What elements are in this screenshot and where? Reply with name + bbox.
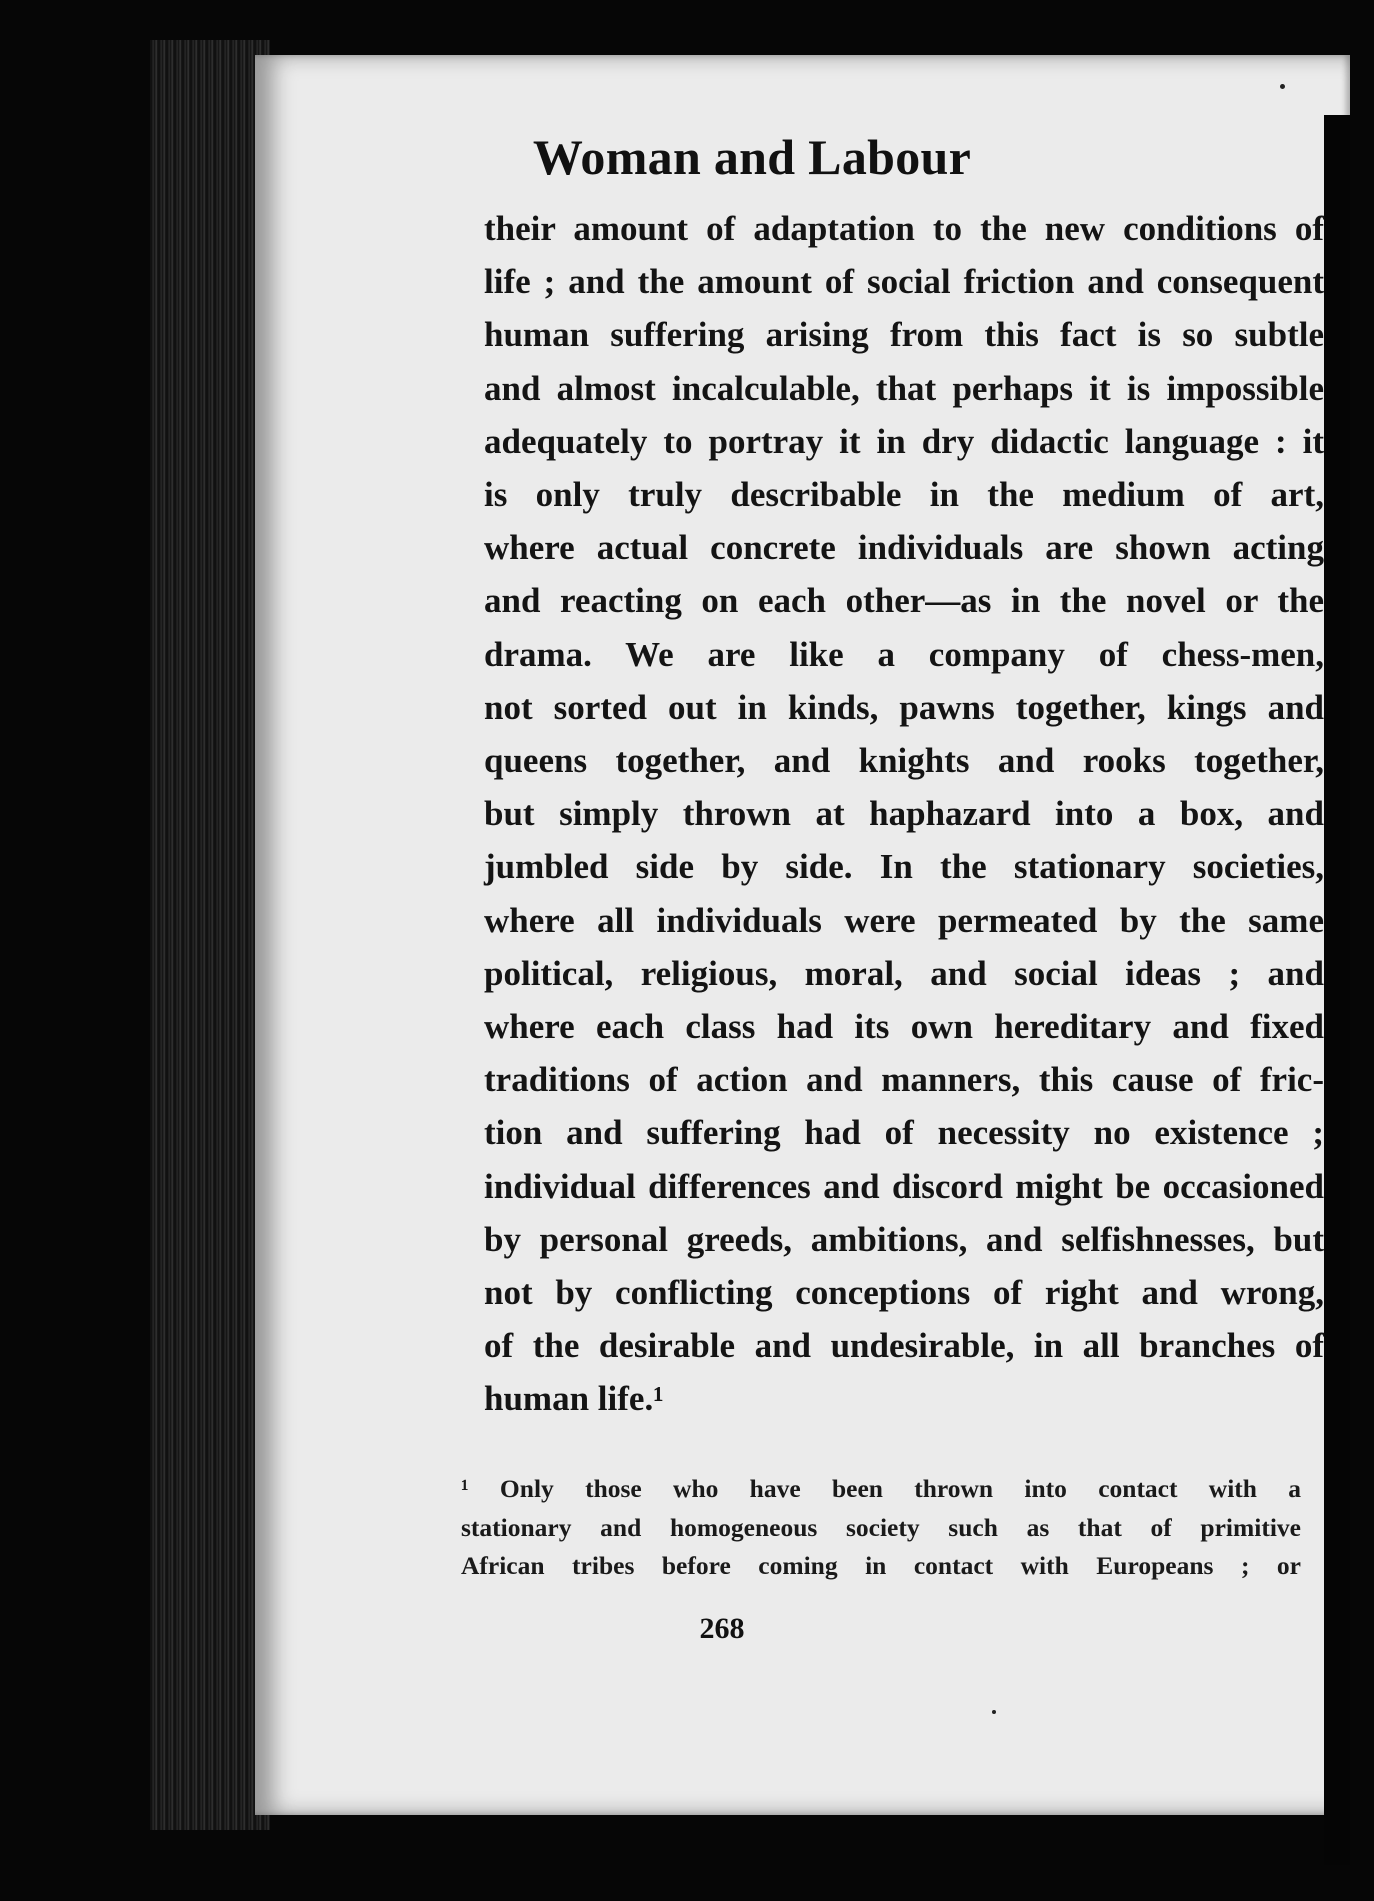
footnote [461, 1470, 1301, 1586]
text-line: adequately to portray it in dry didactic language : it [484, 421, 1324, 461]
page-number: 268 [699, 1612, 745, 1645]
running-head: Woman and Labour [532, 129, 972, 185]
text-line: is only truly describable in the medium of art, [484, 475, 1324, 515]
text-line: traditions of action and manners, this cause of fric- [484, 1060, 1324, 1100]
speck [992, 1710, 996, 1714]
text-line: human suffering arising from this fact is so subtle [484, 315, 1324, 355]
text-line: jumbled side by side. In the stationary societies, [484, 847, 1324, 887]
page-right-shadow [1324, 115, 1350, 1865]
text-line: their amount of adaptation to the new conditions of [484, 209, 1324, 248]
text-line: and reacting on each other—as in the novel or the [484, 581, 1324, 621]
text-line: drama. We are like a company of chess-men, [484, 634, 1324, 674]
footnote-line: African tribes before coming in contact with Europeans ; or [461, 1551, 1301, 1580]
text-line: where each class had its own hereditary and fixed [484, 1007, 1324, 1047]
text-line: of the desirable and undesirable, in all branches of [484, 1326, 1324, 1366]
speck [1280, 84, 1285, 89]
text-line: by personal greeds, ambitions, and selfishnesses, but [484, 1219, 1324, 1259]
body-text [484, 202, 1324, 1426]
text-line: tion and suffering had of necessity no existence ; [484, 1113, 1324, 1153]
text-line: human life.¹ [484, 1379, 664, 1419]
page-edge-stack [150, 40, 270, 1830]
text-line: but simply thrown at haphazard into a box, and [484, 794, 1324, 834]
text-line: not sorted out in kinds, pawns together, kings and [484, 687, 1324, 727]
text-line: not by conflicting conceptions of right and wrong, [484, 1273, 1324, 1313]
text-line: and almost incalculable, that perhaps it is impossible [484, 368, 1324, 408]
text-line: queens together, and knights and rooks together, [484, 741, 1324, 781]
text-line: where actual concrete individuals are shown acting [484, 528, 1324, 568]
text-line: individual differences and discord might be occasioned [484, 1166, 1324, 1206]
footnote-line: ¹ Only those who have been thrown into contact with a [461, 1474, 1301, 1503]
text-line: life ; and the amount of social friction and consequent [484, 262, 1324, 302]
text-line: political, religious, moral, and social ideas ; and [484, 953, 1324, 993]
footnote-line: stationary and homogeneous society such as that of primitive [461, 1512, 1301, 1542]
text-line: where all individuals were permeated by the same [484, 900, 1324, 940]
